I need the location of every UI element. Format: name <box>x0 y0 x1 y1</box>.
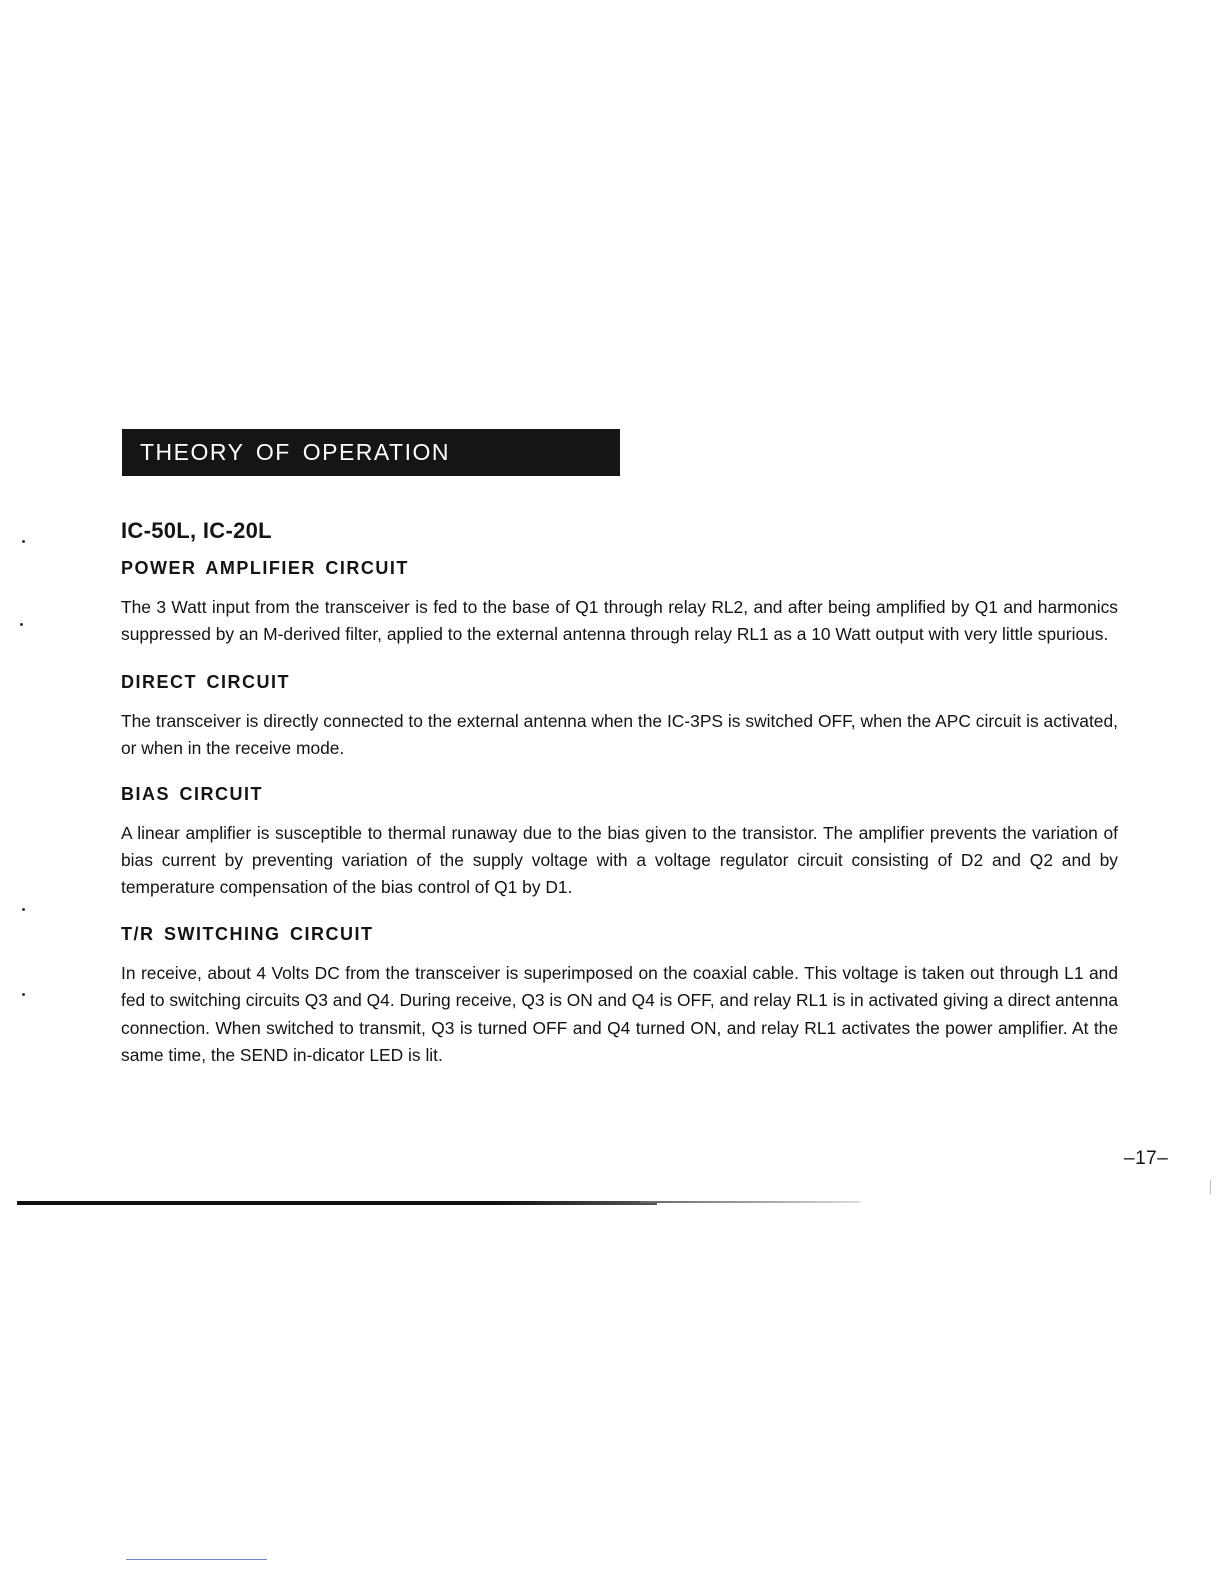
model-title: IC-50L, IC-20L <box>121 518 272 543</box>
footer-rule-fade <box>640 1201 860 1203</box>
section-banner <box>122 429 620 476</box>
scan-speck <box>22 540 25 543</box>
direct-circuit-heading: DIRECT CIRCUIT <box>121 671 290 692</box>
scan-artifact-tick <box>1210 1180 1211 1194</box>
power-amplifier-heading: POWER AMPLIFIER CIRCUIT <box>121 558 409 578</box>
tr-switching-heading: T/R SWITCHING CIRCUIT <box>121 923 374 944</box>
document-body <box>121 516 1118 1069</box>
page-number: –17– <box>1124 1148 1169 1169</box>
bias-circuit-heading: BIAS CIRCUIT <box>121 783 263 804</box>
section-banner-title: THEORY OF OPERATION <box>140 439 450 465</box>
tr-switching-paragraph: In receive, about 4 Volts DC from the transceiver is superimposed on the coaxial cable. This voltage is taken out through L1 and fed to switching circuits Q3 and Q4. During receive, Q3 is ON and Q4 is OFF, and relay RL1 is in activated giving a direct antenna connection. When switched to transmit, Q3 is turned OFF and Q4 turned ON, and relay RL1 activates the power amplifier. At the same time, the SEND in-dicator LED is lit. <box>121 962 1118 1066</box>
scan-artifact-line <box>126 1559 267 1560</box>
power-amplifier-paragraph: The 3 Watt input from the transceiver is fed to the base of Q1 through relay RL2, and after being amplified by Q1 and harmonics suppressed by an M-derived filter, applied to the external antenna through relay RL1 as a 10 Watt output with very little spurious. <box>121 597 1118 645</box>
bias-circuit-paragraph: A linear amplifier is susceptible to thermal runaway due to the bias given to the transistor. The amplifier prevents the variation of bias current by preventing variation of the supply voltage with a voltage regulator circuit consisting of D2 and Q2 and by temperature compensation of the bias control of Q1 by D1. <box>121 822 1118 898</box>
direct-circuit-paragraph: The transceiver is directly connected to the external antenna when the IC-3PS is switched OFF, when the APC circuit is activated, or when in the receive mode. <box>121 710 1118 759</box>
scan-speck <box>22 993 25 996</box>
footer-rule <box>17 1201 657 1205</box>
scan-speck <box>20 623 23 626</box>
scan-speck <box>22 908 25 911</box>
